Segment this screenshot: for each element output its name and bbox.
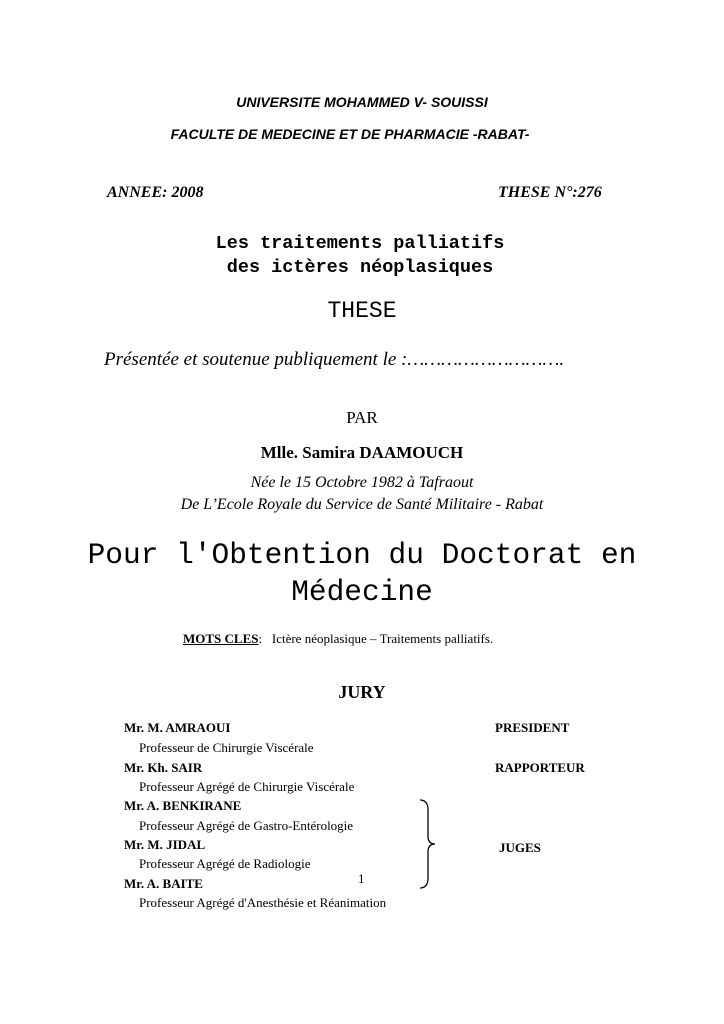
par-label: PAR: [346, 408, 378, 427]
jury-member-title: Professeur Agrégé de Radiologie: [139, 856, 311, 871]
page-number: 1: [358, 871, 365, 886]
role-rapporteur: RAPPORTEUR: [495, 760, 585, 775]
jury-member-name: Mr. M. AMRAOUI: [124, 720, 231, 735]
jury-member-title: Professeur Agrégé de Chirurgie Viscérale: [139, 779, 355, 794]
jury-member-name: Mr. A. BENKIRANE: [124, 798, 242, 813]
university-name: UNIVERSITE MOHAMMED V- SOUISSI: [236, 94, 488, 110]
author-name: Mlle. Samira DAAMOUCH: [260, 443, 464, 462]
jury-member-title: Professeur Agrégé de Gastro-Entérologie: [139, 818, 354, 833]
jury-member-name: Mr. A. BAITE: [124, 876, 203, 891]
role-president: PRESIDENT: [495, 720, 570, 735]
right-brace-icon: [418, 798, 438, 890]
faculty-name: FACULTE DE MEDECINE ET DE PHARMACIE -RABAT-: [170, 126, 530, 142]
role-juges: JUGES: [499, 840, 541, 855]
academic-year: ANNEE: 2008: [107, 184, 204, 201]
degree-line-2: Médecine: [291, 575, 433, 609]
thesis-number: THESE N°:276: [498, 184, 602, 201]
jury-member-title: Professeur Agrégé d'Anesthésie et Réanimation: [139, 895, 387, 910]
presentation-line: Présentée et soutenue publiquement le :……………………….: [104, 349, 565, 370]
author-school: De L’Ecole Royale du Service de Santé Militaire - Rabat: [180, 496, 544, 513]
jury-heading: JURY: [338, 682, 386, 702]
keywords: [183, 631, 493, 647]
author-birth: Née le 15 Octobre 1982 à Tafraout: [250, 474, 474, 491]
keywords-value: Ictère néoplasique – Traitements palliatifs.: [271, 631, 494, 646]
keywords-label: MOTS CLES: [183, 631, 259, 646]
thesis-title-line-2: des ictères néoplasiques: [226, 257, 494, 278]
these-label: THESE: [327, 298, 397, 324]
jury-member-title: Professeur de Chirurgie Viscérale: [139, 740, 314, 755]
jury-member-name: Mr. Kh. SAIR: [124, 760, 203, 775]
keywords-separator: :: [258, 631, 263, 646]
jury-member-name: Mr. M. JIDAL: [124, 837, 206, 852]
degree-line-1: Pour l'Obtention du Doctorat en: [87, 538, 637, 572]
thesis-title-line-1: Les traitements palliatifs: [215, 233, 505, 254]
